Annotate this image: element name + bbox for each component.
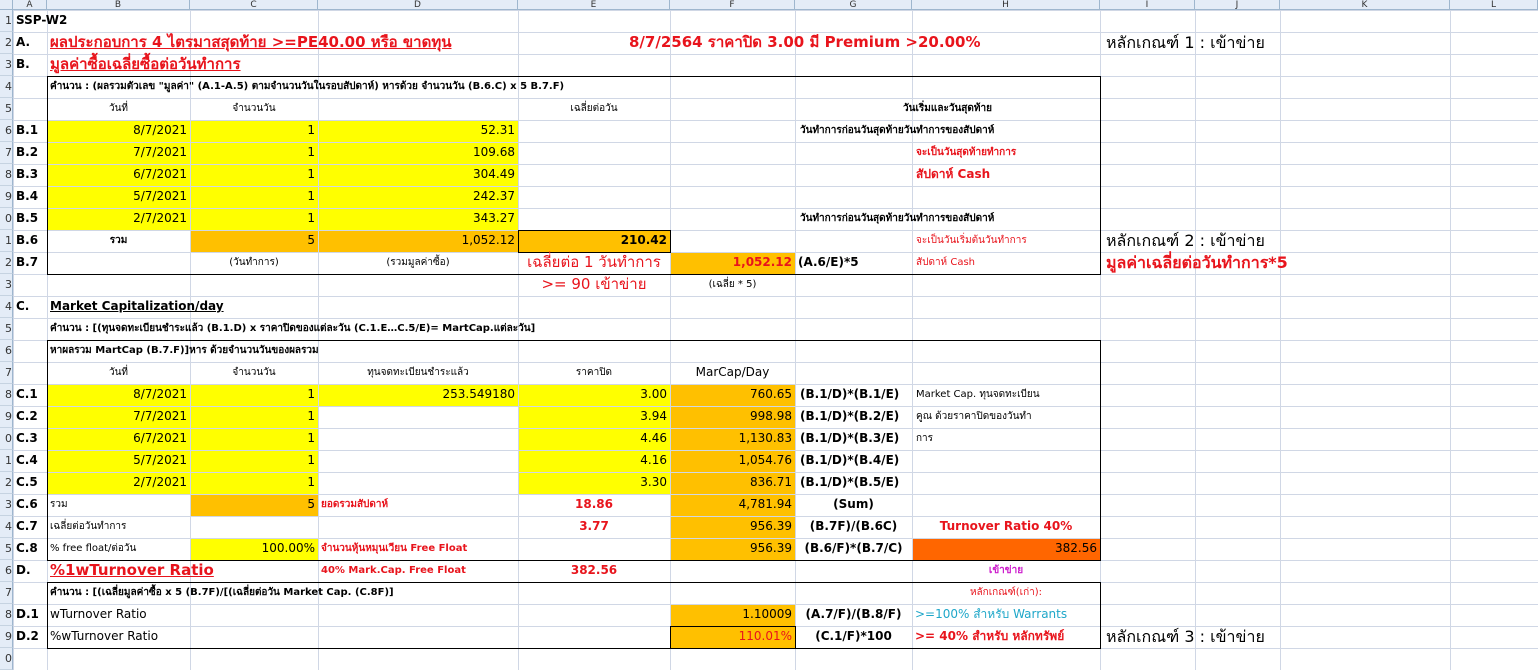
row-c-heading[interactable]: Market Capitalization/day xyxy=(50,299,224,313)
price-premium-note[interactable]: 8/7/2564 ราคาปิด 3.00 มี Premium >20.00% xyxy=(629,33,981,51)
border-b6-avg-right xyxy=(670,230,671,252)
c-formula-note-2[interactable]: หาผลรวม MartCap (B.7.F)]หาร ด้วยจำนวนวันของผลรวม xyxy=(50,345,319,356)
criterion-2-line2[interactable]: มูลค่าเฉลี่ยต่อวันทำการ*5 xyxy=(1106,253,1288,272)
c-row-capital[interactable] xyxy=(318,472,518,493)
row-header[interactable]: 1 xyxy=(0,10,13,32)
c7-label[interactable]: C.7 xyxy=(16,519,38,533)
b-row-label[interactable]: B.2 xyxy=(16,145,39,159)
b-row-label[interactable]: B.1 xyxy=(16,123,39,137)
c8-pct[interactable]: 100.00% xyxy=(261,541,315,555)
b7-avg-text-2[interactable]: >= 90 เข้าข่าย xyxy=(541,275,647,293)
d1-text[interactable]: wTurnover Ratio xyxy=(50,607,147,621)
b7-avg5-note[interactable]: (เฉลี่ย * 5) xyxy=(708,279,757,290)
column-header-c[interactable]: C xyxy=(190,0,318,10)
c-row-marcap[interactable]: 1,130.83 xyxy=(738,431,792,445)
row-header[interactable]: 1 xyxy=(0,450,13,472)
column-header-l[interactable]: L xyxy=(1450,0,1538,10)
turnover-ratio-label[interactable]: Turnover Ratio 40% xyxy=(939,519,1073,533)
c-row-capital[interactable] xyxy=(318,428,518,449)
row-header[interactable]: 9 xyxy=(0,186,13,208)
c7-value[interactable]: 956.39 xyxy=(750,519,792,533)
gridline-horizontal xyxy=(13,296,1538,297)
b-note-6[interactable]: สัปดาห์ Cash xyxy=(916,257,975,268)
b-row-value[interactable]: 304.49 xyxy=(473,167,515,181)
b-note-4[interactable]: วันทำการก่อนวันสุดท้ายวันทำการของสัปดาห์ xyxy=(800,213,995,224)
row-header[interactable]: 3 xyxy=(0,494,13,516)
c-formula-note[interactable]: คำนวน : [(ทุนจดทะเบียนชำระแล้ว (B.1.D) x ราคาปิดของแต่ละวัน (C.1.E…C.5/E)= MartCap.แต่ละวัน] xyxy=(50,323,536,334)
row-header[interactable]: 2 xyxy=(0,252,13,274)
c-row-formula[interactable]: (B.1/D)*(B.5/E) xyxy=(800,475,900,489)
c6-text[interactable]: รวม xyxy=(50,499,68,510)
b-formula-note[interactable]: คำนวน : (ผลรวมตัวเลข "มูลค่า" (A.1-A.5) ตามจำนวนวันในรอบสัปดาห์) หารด้วย จำนวนวัน (B.6.C) x 5 B.7.F) xyxy=(50,81,565,92)
column-header-b[interactable]: B xyxy=(47,0,190,10)
row-header[interactable]: 6 xyxy=(0,120,13,142)
c-row-close[interactable]: 3.94 xyxy=(640,409,667,423)
criterion-2-line1[interactable]: หลักเกณฑ์ 2 : เข้าข่าย xyxy=(1106,231,1265,250)
c6-days[interactable]: 5 xyxy=(307,497,315,511)
d2-note[interactable]: >= 40% สำหรับ หลักทรัพย์ xyxy=(915,629,1065,643)
c-row-marcap[interactable]: 760.65 xyxy=(750,387,792,401)
c-row-close[interactable]: 3.00 xyxy=(640,387,667,401)
b-row-days[interactable]: 1 xyxy=(307,211,315,225)
row-c-label[interactable]: C. xyxy=(16,299,30,313)
c-row-days[interactable]: 1 xyxy=(307,387,315,401)
c-row-note[interactable] xyxy=(913,472,919,493)
c-row-days[interactable]: 1 xyxy=(307,409,315,423)
b7-sum-note[interactable]: (รวมมูลค่าซื้อ) xyxy=(386,257,450,268)
b6-text[interactable]: รวม xyxy=(109,235,128,246)
select-all-corner[interactable] xyxy=(0,0,13,10)
c8-value[interactable]: 956.39 xyxy=(750,541,792,555)
column-header-f[interactable]: F xyxy=(670,0,795,10)
criterion-3[interactable]: หลักเกณฑ์ 3 : เข้าข่าย xyxy=(1106,627,1265,646)
turnover-ratio-value[interactable]: 382.56 xyxy=(1055,541,1097,555)
old-criteria-label[interactable]: หลักเกณฑ์(เก่า): xyxy=(969,587,1043,598)
c-row-note[interactable]: Market Cap. ทุนจดทะเบียน xyxy=(916,389,1040,400)
c6-marcap-sum[interactable]: 4,781.94 xyxy=(738,497,792,511)
c-header-marcap[interactable]: MarCap/Day xyxy=(695,365,770,379)
c6-week-total[interactable]: ยอดรวมสัปดาห์ xyxy=(321,499,389,510)
c-row-capital[interactable]: 253.549180 xyxy=(442,387,515,401)
b-row-date[interactable]: 8/7/2021 xyxy=(133,123,187,137)
c7-text[interactable]: เฉลี่ยต่อวันทำการ xyxy=(50,521,127,532)
c-row-note[interactable]: การ xyxy=(916,433,934,444)
c-row-date[interactable]: 7/7/2021 xyxy=(133,409,187,423)
free-float-value[interactable]: 382.56 xyxy=(570,563,618,577)
row-header[interactable]: 4 xyxy=(0,516,13,538)
c8-shares-note[interactable]: จำนวนหุ้นหมุนเวียน Free Float xyxy=(321,543,468,554)
border-c-block-right xyxy=(1100,340,1101,560)
b-row-label[interactable]: B.5 xyxy=(16,211,39,225)
c6-close-sum[interactable]: 18.86 xyxy=(575,497,613,511)
b-row-value[interactable]: 109.68 xyxy=(473,145,515,159)
column-header-g[interactable]: G xyxy=(795,0,912,10)
b-row-date[interactable]: 5/7/2021 xyxy=(133,189,187,203)
row-header[interactable]: 4 xyxy=(0,296,13,318)
d2-formula[interactable]: (C.1/F)*100 xyxy=(815,629,892,643)
row-header[interactable]: 0 xyxy=(0,208,13,230)
row-a-label[interactable]: A. xyxy=(16,35,31,49)
d2-text[interactable]: %wTurnover Ratio xyxy=(50,629,159,643)
row-header[interactable]: 4 xyxy=(0,76,13,98)
b-row-value[interactable]: 343.27 xyxy=(473,211,515,225)
c6-formula[interactable]: (Sum) xyxy=(833,497,874,511)
c-row-date[interactable]: 6/7/2021 xyxy=(133,431,187,445)
row-header[interactable]: 3 xyxy=(0,54,13,76)
c-row-label[interactable]: C.5 xyxy=(16,475,38,489)
b7-label[interactable]: B.7 xyxy=(16,255,39,269)
b-row-days[interactable]: 1 xyxy=(307,145,315,159)
c-row-date[interactable]: 5/7/2021 xyxy=(133,453,187,467)
b-note-2[interactable]: จะเป็นวันสุดท้ายทำการ xyxy=(916,147,1017,158)
row-d-label[interactable]: D. xyxy=(16,563,31,577)
row-header[interactable]: 5 xyxy=(0,98,13,120)
c8-formula[interactable]: (B.6/F)*(B.7/C) xyxy=(804,541,903,555)
b6-average[interactable]: 210.42 xyxy=(620,233,667,247)
column-header-i[interactable]: I xyxy=(1100,0,1195,10)
b7-formula[interactable]: (A.6/E)*5 xyxy=(798,255,859,269)
c-row-marcap[interactable]: 1,054.76 xyxy=(738,453,792,467)
c-row-note[interactable] xyxy=(913,450,919,471)
column-header-j[interactable]: J xyxy=(1195,0,1280,10)
row-header[interactable]: 1 xyxy=(0,230,13,252)
row-b-heading[interactable]: มูลค่าซื้อเฉลี่ยซื้อต่อวันทำการ xyxy=(50,55,241,73)
b7-value[interactable]: 1,052.12 xyxy=(732,255,792,269)
qualify-label[interactable]: เข้าข่าย xyxy=(988,565,1024,576)
row-header[interactable]: 8 xyxy=(0,384,13,406)
border-b-block-right xyxy=(1100,76,1101,274)
c-row-marcap[interactable]: 998.98 xyxy=(750,409,792,423)
c-row-capital[interactable] xyxy=(318,406,518,427)
row-header[interactable]: 0 xyxy=(0,428,13,450)
c6-label[interactable]: C.6 xyxy=(16,497,38,511)
c-row-label[interactable]: C.3 xyxy=(16,431,38,445)
border-d2-value-bottom xyxy=(670,648,796,649)
row-header[interactable]: 9 xyxy=(0,406,13,428)
b7-days-note[interactable]: (วันทำการ) xyxy=(229,257,279,268)
b-row-days[interactable]: 1 xyxy=(307,167,315,181)
column-header-d[interactable]: D xyxy=(318,0,518,10)
b-row-label[interactable]: B.3 xyxy=(16,167,39,181)
b-row-value[interactable]: 52.31 xyxy=(480,123,515,137)
criterion-1[interactable]: หลักเกณฑ์ 1 : เข้าข่าย xyxy=(1106,33,1265,52)
b6-days[interactable]: 5 xyxy=(307,233,315,247)
c-row-days[interactable]: 1 xyxy=(307,475,315,489)
b-row-label[interactable]: B.4 xyxy=(16,189,39,203)
row-d-heading[interactable]: %1wTurnover Ratio xyxy=(50,561,214,579)
c-row-date[interactable]: 2/7/2021 xyxy=(133,475,187,489)
b-header-date[interactable]: วันที่ xyxy=(108,103,129,114)
c-row-label[interactable]: C.2 xyxy=(16,409,38,423)
row-header[interactable]: 3 xyxy=(0,274,13,296)
c-row-close[interactable]: 4.46 xyxy=(640,431,667,445)
row-header[interactable]: 5 xyxy=(0,538,13,560)
sheet-title[interactable]: SSP-W2 xyxy=(16,13,68,27)
column-header-e[interactable]: E xyxy=(518,0,670,10)
row-header[interactable]: 2 xyxy=(0,32,13,54)
d1-label[interactable]: D.1 xyxy=(16,607,39,621)
b6-label[interactable]: B.6 xyxy=(16,233,39,247)
b-row-date[interactable]: 2/7/2021 xyxy=(133,211,187,225)
b-row-value[interactable]: 242.37 xyxy=(473,189,515,203)
b6-total[interactable]: 1,052.12 xyxy=(461,233,515,247)
b-note-1[interactable]: วันทำการก่อนวันสุดท้ายวันทำการของสัปดาห์ xyxy=(800,125,995,136)
c-row-days[interactable]: 1 xyxy=(307,431,315,445)
row-header[interactable]: 7 xyxy=(0,142,13,164)
row-header[interactable]: 0 xyxy=(0,648,13,670)
c8-text[interactable]: % free float/ต่อวัน xyxy=(50,543,137,554)
c-row-close[interactable]: 3.30 xyxy=(640,475,667,489)
d-formula-note[interactable]: คำนวน : [(เฉลี่ยมูลค่าซื้อ x 5 (B.7F)/[(เฉลี่ยต่อวัน Market Cap. (C.8F)] xyxy=(50,587,394,598)
row-header[interactable]: 2 xyxy=(0,472,13,494)
b-row-days[interactable]: 1 xyxy=(307,123,315,137)
c-row-formula[interactable]: (B.1/D)*(B.2/E) xyxy=(800,409,900,423)
b7-avg-text-1[interactable]: เฉลี่ยต่อ 1 วันทำการ xyxy=(527,253,661,271)
b-header-start-end[interactable]: วันเริ่มและวันสุดท้าย xyxy=(903,103,992,114)
d2-label[interactable]: D.2 xyxy=(16,629,39,643)
c-header-date[interactable]: วันที่ xyxy=(108,367,129,378)
b-note-3[interactable]: สัปดาห์ Cash xyxy=(916,167,991,181)
b-row-date[interactable]: 7/7/2021 xyxy=(133,145,187,159)
c-header-capital[interactable]: ทุนจดทะเบียนชำระแล้ว xyxy=(367,367,469,378)
row-header[interactable]: 6 xyxy=(0,560,13,582)
row-header[interactable]: 8 xyxy=(0,164,13,186)
column-header-k[interactable]: K xyxy=(1280,0,1450,10)
border-d-block-bottom xyxy=(47,648,1101,649)
c-row-close[interactable]: 4.16 xyxy=(640,453,667,467)
c-row-note[interactable]: คูณ ด้วยราคาปิดของวันทำ xyxy=(916,411,1032,422)
c-header-days[interactable]: จำนวนวัน xyxy=(232,367,276,378)
d2-value[interactable]: 110.01% xyxy=(738,629,792,643)
b-header-days[interactable]: จำนวนวัน xyxy=(232,103,276,114)
c7-close-avg[interactable]: 3.77 xyxy=(579,519,609,533)
row-header[interactable]: 8 xyxy=(0,604,13,626)
c-row-days[interactable]: 1 xyxy=(307,453,315,467)
free-float-note[interactable]: 40% Mark.Cap. Free Float xyxy=(321,565,466,576)
c-header-close[interactable]: ราคาปิด xyxy=(575,367,613,378)
c7-formula[interactable]: (B.7F)/(B.6C) xyxy=(809,519,898,533)
row-header[interactable]: 6 xyxy=(0,340,13,362)
c-row-formula[interactable]: (B.1/D)*(B.4/E) xyxy=(800,453,900,467)
row-header[interactable]: 7 xyxy=(0,362,13,384)
c-row-formula[interactable]: (B.1/D)*(B.3/E) xyxy=(800,431,900,445)
d1-formula[interactable]: (A.7/F)/(B.8/F) xyxy=(805,607,902,621)
d1-note[interactable]: >=100% สำหรับ Warrants xyxy=(915,607,1068,621)
row-header[interactable]: 5 xyxy=(0,318,13,340)
c-row-formula[interactable]: (B.1/D)*(B.1/E) xyxy=(800,387,900,401)
row-b-label[interactable]: B. xyxy=(16,57,30,71)
column-header-h[interactable]: H xyxy=(912,0,1100,10)
column-header-a[interactable]: A xyxy=(13,0,47,10)
c-row-label[interactable]: C.4 xyxy=(16,453,38,467)
c-row-label[interactable]: C.1 xyxy=(16,387,38,401)
row-header[interactable]: 7 xyxy=(0,582,13,604)
c-row-capital[interactable] xyxy=(318,450,518,471)
c-row-date[interactable]: 8/7/2021 xyxy=(133,387,187,401)
c-row-marcap[interactable]: 836.71 xyxy=(750,475,792,489)
row-header[interactable]: 9 xyxy=(0,626,13,648)
b-row-days[interactable]: 1 xyxy=(307,189,315,203)
row-a-heading[interactable]: ผลประกอบการ 4 ไตรมาสสุดท้าย >=PE40.00 หรือ ขาดทุน xyxy=(50,33,452,51)
b-header-avg[interactable]: เฉลี่ยต่อวัน xyxy=(570,103,618,114)
c8-label[interactable]: C.8 xyxy=(16,541,38,555)
border-d-block-right xyxy=(1100,582,1101,648)
d1-value[interactable]: 1.10009 xyxy=(742,607,792,621)
b-row-date[interactable]: 6/7/2021 xyxy=(133,167,187,181)
gridline-horizontal xyxy=(13,10,1538,11)
b-note-5[interactable]: จะเป็นวันเริ่มต้นวันทำการ xyxy=(916,235,1027,246)
